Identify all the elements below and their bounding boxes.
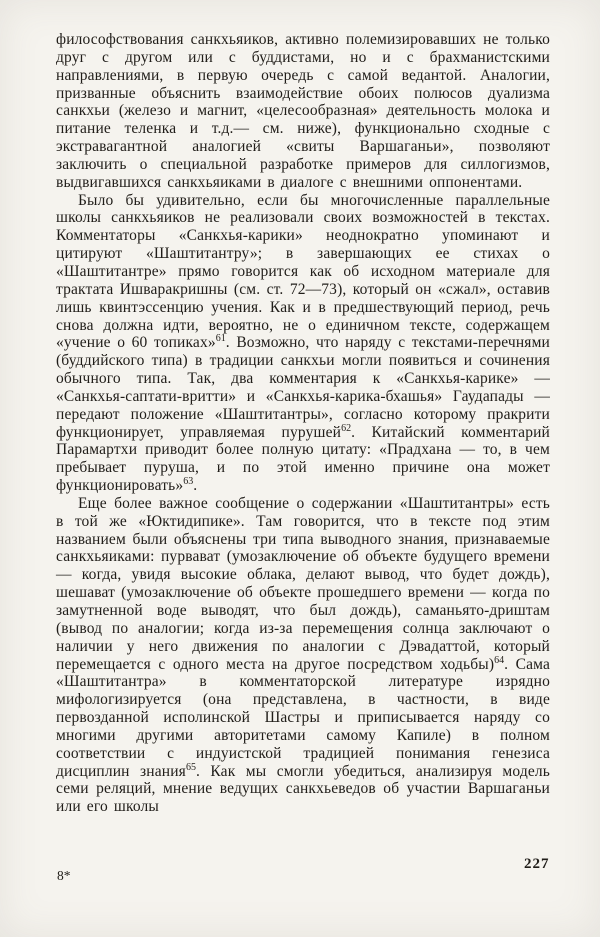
- paragraph: философствования санкхьяиков, активно полемизировавших не только друг с другом или с буддистами, но и с брахманистскими направлениями, в первую очередь с самой ведантой. Аналогии, призванные объяснить взаимодействие обоих полюсов дуализма санкхьи (железо и магнит, «целесообразная» деятельность молока и питание теленка и т.д.— см. ниже), функционально сходные с экстравагантной аналогией «свиты Варшаганьи», позволяют заключить о специальной разработке примеров для силлогизмов, выдвигавшихся санкхьяиками в диалоге с внешними оппонентами.: [56, 31, 550, 191]
- footnote-reference: 64: [494, 654, 505, 666]
- printers-signature-mark: 8*: [57, 868, 71, 883]
- footnote-reference: 62: [341, 422, 352, 434]
- footnote-reference: 65: [185, 761, 196, 773]
- body-text: [56, 31, 550, 816]
- paragraph: Было бы удивительно, если бы многочисленные параллельные школы санкхьяиков не реализовали своих возможностей в текстах. Комментаторы «Санкхья-карики» неоднократно упоминают и цитируют «Шаштитантру»; в завершающих ее стихах о «Шаштитантре» прямо говорится как об исходном материале для трактата Ишваракришны (см. ст. 72—73), который он «сжал», оставив лишь квинтэссенцию учения. Как и в предшествующий период, речь снова должна идти, вероятно, не о единичном тексте, содержащем «учение о 60 топиках»$^{61}$. Возможно, что наряду с текстами-перечнями (буддийского типа) в традиции санкхьи могли появиться и сочинения обычного типа. Так, два комментария к «Санкхья-карике» — «Санкхья-саптати-вритти» и «Санкхья-карика-бхашья» Гаудапады — передают положение «Шаштитантры», согласно которому пракрити функционирует, управляемая пурушей$^{62}$. Китайский комментарий Парамартхи приводит более полную цитату: «Прадхана — то, в чем пребывает пуруша, и по этой именно причине она может функционировать»$^{63}$.: [56, 191, 550, 495]
- page-number: 227: [524, 856, 550, 872]
- footnote-reference: 63: [183, 475, 194, 487]
- footnote-reference: 61: [215, 333, 226, 345]
- paragraph: Еще более важное сообщение о содержании «Шаштитантры» есть в той же «Юктидипике». Там говорится, что в тексте под этим названием были объяснены три типа выводного знания, признаваемые санкхьяиками: пурвават (умозаключение об объекте будущего времени — когда, увидя высокие облака, делают вывод, что будет дождь), шешават (умозаключение об объекте прошедшего времени — когда по замутненной воде выводят, что был дождь), саманьято-дриштам (вывод по аналогии; когда из-за перемещения солнца заключают о наличии у него движения по аналогии с Дэвадаттой, который перемещается с одного места на другое посредством ходьбы)$^{64}$. Сама «Шаштитантра» в комментаторской литературе изрядно мифологизируется (она представлена, в частности, в виде первозданной исполинской Шастры и приписывается наряду со многими другими авторитетами самому Капиле) в полном соответствии с индуистской традицией понимания генезиса дисциплин знания$^{65}$. Как мы смогли убедиться, анализируя модель семи реляций, мнение ведущих санкхьеведов об участии Варшаганьи или его школы: [56, 494, 551, 816]
